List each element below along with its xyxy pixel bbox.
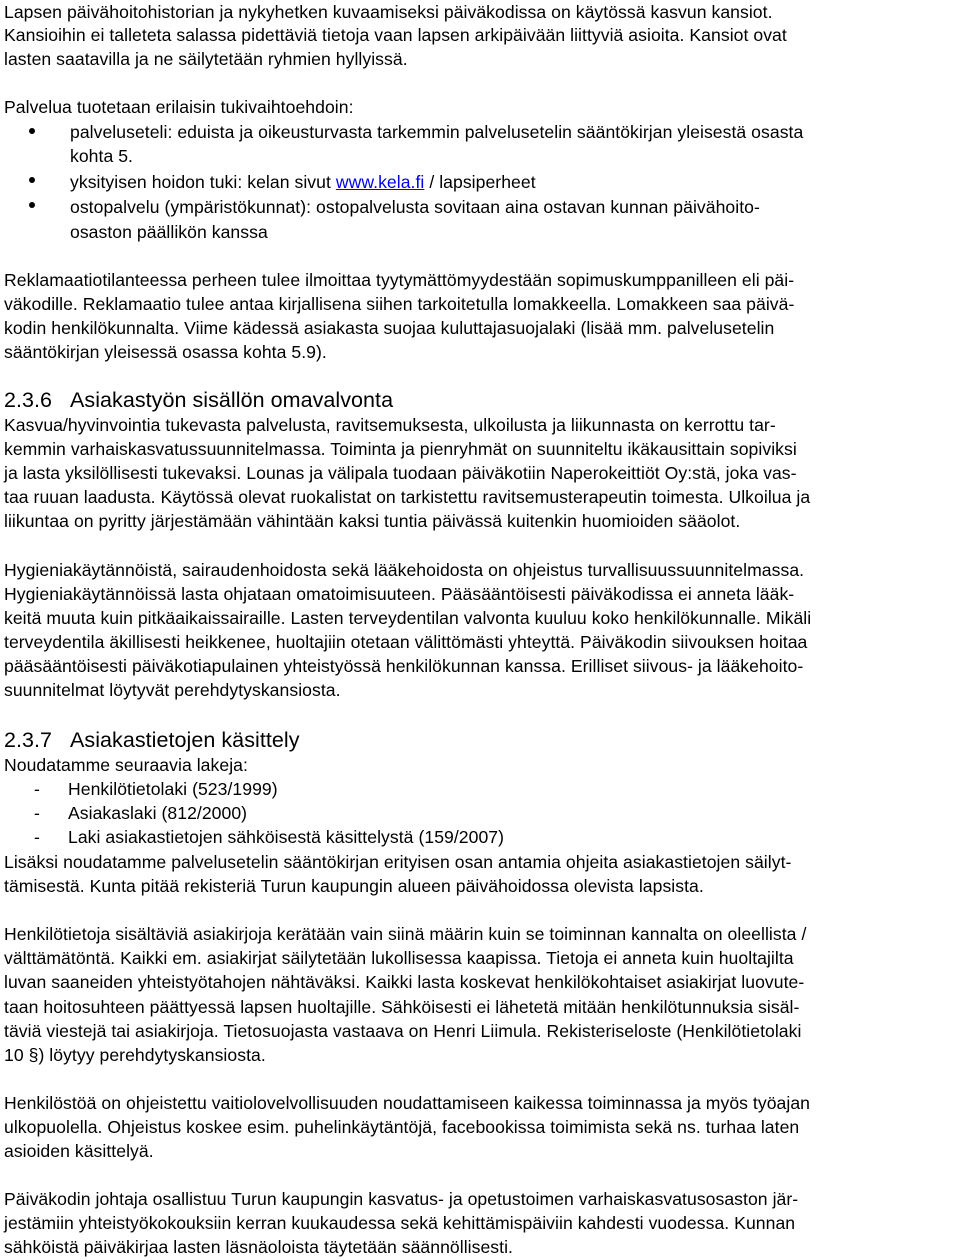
paragraph-line: Hygieniakäytännöistä, sairaudenhoidosta sekä lääkehoidosta on ohjeistus turvallisuussuunnitelmassa. <box>4 560 805 580</box>
paragraph-line: Hygieniakäytännöissä lasta ohjataan omatoimisuuteen. Pääsääntöisesti päiväkodissa ei anneta lääk- <box>4 584 795 604</box>
services-lead: Palvelua tuotetaan erilaisin tukivaihtoehdoin: <box>4 97 354 117</box>
law-item: - Henkilötietolaki (523/1999) <box>34 779 278 799</box>
paragraph-line: liikuntaa on pyritty järjestämään vähintään kaksi tuntia päivässä kuitenkin huomioiden sääolot. <box>4 511 741 531</box>
paragraph-line: pääsääntöisesti päiväkotiapulainen yhteistyössä henkilökunnan kanssa. Erilliset siivous- ja lääkehoito- <box>4 656 804 676</box>
bullet-item-purchased-service: ostopalvelu (ympäristökunnat): ostopalvelusta sovitaan aina ostavan kunnan päivähoito- <box>70 197 760 217</box>
bullet-icon <box>29 128 35 134</box>
intro-line: Lapsen päivähoitohistorian ja nykyhetken kuvaamiseksi päiväkodissa on käytössä kasvun kansiot. <box>4 2 773 22</box>
complaints-line: sääntökirjan yleisessä osassa kohta 5.9). <box>4 342 327 362</box>
bullet-item-voucher-cont: kohta 5. <box>70 146 134 166</box>
paragraph-line: kemmin varhaiskasvatussuunnitelmassa. Toiminta ja pienryhmät on suunniteltu ikäkausittain sopiviksi <box>4 439 797 459</box>
complaints-line: väkodille. Reklamaatio tulee antaa kirjallisena siihen tarkoitetulla lomakkeella. Lomakkeen saa päivä- <box>4 294 795 314</box>
bullet-icon <box>29 177 35 183</box>
paragraph-line: Henkilötietoja sisältäviä asiakirjoja kerätään vain siinä määrin kuin se toiminnan kannalta on oleellista / <box>4 924 807 944</box>
section-heading-2-3-7: 2.3.7 Asiakastietojen käsittely <box>4 728 300 752</box>
paragraph-line: täviä viestejä tai asiakirjoja. Tietosuojasta vastaava on Henri Liimula. Rekisteriseloste (Henkilötietolaki <box>4 1021 802 1041</box>
paragraph-line: sähköistä päiväkirjaa lasten läsnäoloista täytetään säännöllisesti. <box>4 1237 513 1257</box>
paragraph-line: suunnitelmat löytyvät perehdytyskansiosta. <box>4 680 341 700</box>
bullet-item-private-care: yksityisen hoidon tuki: kelan sivut www.kela.fi / lapsiperheet <box>70 172 536 192</box>
paragraph-line: välttämätöntä. Kaikki em. asiakirjat säilytetään lukollisessa kaapissa. Tietoja ei anneta kuin huoltajilta <box>4 948 794 968</box>
bullet-item-voucher: palveluseteli: eduista ja oikeusturvasta tarkemmin palvelusetelin sääntökirjan yleisestä osasta <box>70 122 804 142</box>
paragraph-line: jestämiin yhteistyökokouksiin kerran kuukaudessa sekä kehittämispäiviin kahdesti vuodessa. Kunnan <box>4 1213 796 1233</box>
law-item: - Asiakaslaki (812/2000) <box>34 803 248 823</box>
paragraph-line: tämisestä. Kunta pitää rekisteriä Turun kaupungin alueen päivähoidossa olevista lapsista. <box>4 876 704 896</box>
intro-line: Kansioihin ei talleteta salassa pidettäviä tietoja vaan lapsen arkipäivään liittyviä asioita. Kansiot ovat <box>4 25 787 45</box>
paragraph-line: ja lasta yksilöllisesti tukevaksi. Lounas ja välipala tuodaan päiväkotiin Naperokeittiöt Oy:stä, joka vas- <box>4 463 797 483</box>
kela-link[interactable]: www.kela.fi <box>335 172 425 192</box>
paragraph-line: luvan saaneiden yhteistyötahojen nähtäväksi. Kaikki lasta koskevat henkilökohtaiset asiakirjat luovute- <box>4 972 805 992</box>
bullet-icon <box>29 202 35 208</box>
section-heading-2-3-6: 2.3.6 Asiakastyön sisällön omavalvonta <box>4 388 394 412</box>
intro-line: lasten saatavilla ja ne säilytetään ryhmien hyllyissä. <box>4 49 408 69</box>
paragraph-line: Lisäksi noudatamme palvelusetelin sääntökirjan erityisen osan antamia ohjeita asiakastietojen säilyt- <box>4 852 792 872</box>
paragraph-line: Henkilöstöä on ohjeistettu vaitiolovelvollisuuden noudattamiseen kaikessa toiminnassa ja myös työajan <box>4 1093 811 1113</box>
laws-lead: Noudatamme seuraavia lakeja: <box>4 755 248 775</box>
paragraph-line: 10 §) löytyy perehdytyskansiosta. <box>4 1045 266 1065</box>
bullet-item-purchased-service-cont: osaston päällikön kanssa <box>70 222 268 242</box>
paragraph-line: taa ruuan laadusta. Käytössä olevat ruokalistat on tarkistettu ravitsemusterapeutin toimesta. Ulkoilua ja <box>4 487 811 507</box>
paragraph-line: taan hoitosuhteen päättyessä lapsen huoltajille. Sähköisesti ei lähetetä mitään henkilötunnuksia sisäl- <box>4 997 800 1017</box>
paragraph-line: ulkopuolella. Ohjeistus koskee esim. puhelinkäytäntöjä, facebookissa toimimista sekä ns. turhaa laten <box>4 1117 800 1137</box>
complaints-line: kodin henkilökunnalta. Viime kädessä asiakasta suojaa kuluttajasuojalaki (lisää mm. palvelusetelin <box>4 318 775 338</box>
paragraph-line: asioiden käsittelyä. <box>4 1141 154 1161</box>
paragraph-line: Päiväkodin johtaja osallistuu Turun kaupungin kasvatus- ja opetustoimen varhaiskasvatusosaston jär- <box>4 1189 799 1209</box>
law-item: - Laki asiakastietojen sähköisestä käsittelystä (159/2007) <box>34 827 505 847</box>
complaints-line: Reklamaatiotilanteessa perheen tulee ilmoittaa tyytymättömyydestään sopimuskumppanilleen eli päi- <box>4 270 795 290</box>
paragraph-line: terveydentila äkillisesti heikkenee, huoltajiin otetaan välittömästi yhteyttä. Päiväkodin siivouksen hoitaa <box>4 632 808 652</box>
paragraph-line: keitä muuta kuin pitkäaikaissairaille. Lasten terveydentilan valvonta kuuluu koko henkilökunnalle. Mikäli <box>4 608 812 628</box>
paragraph-line: Kasvua/hyvinvointia tukevasta palvelusta, ravitsemuksesta, ulkoilusta ja liikunnasta on kerrottu tar- <box>4 415 776 435</box>
